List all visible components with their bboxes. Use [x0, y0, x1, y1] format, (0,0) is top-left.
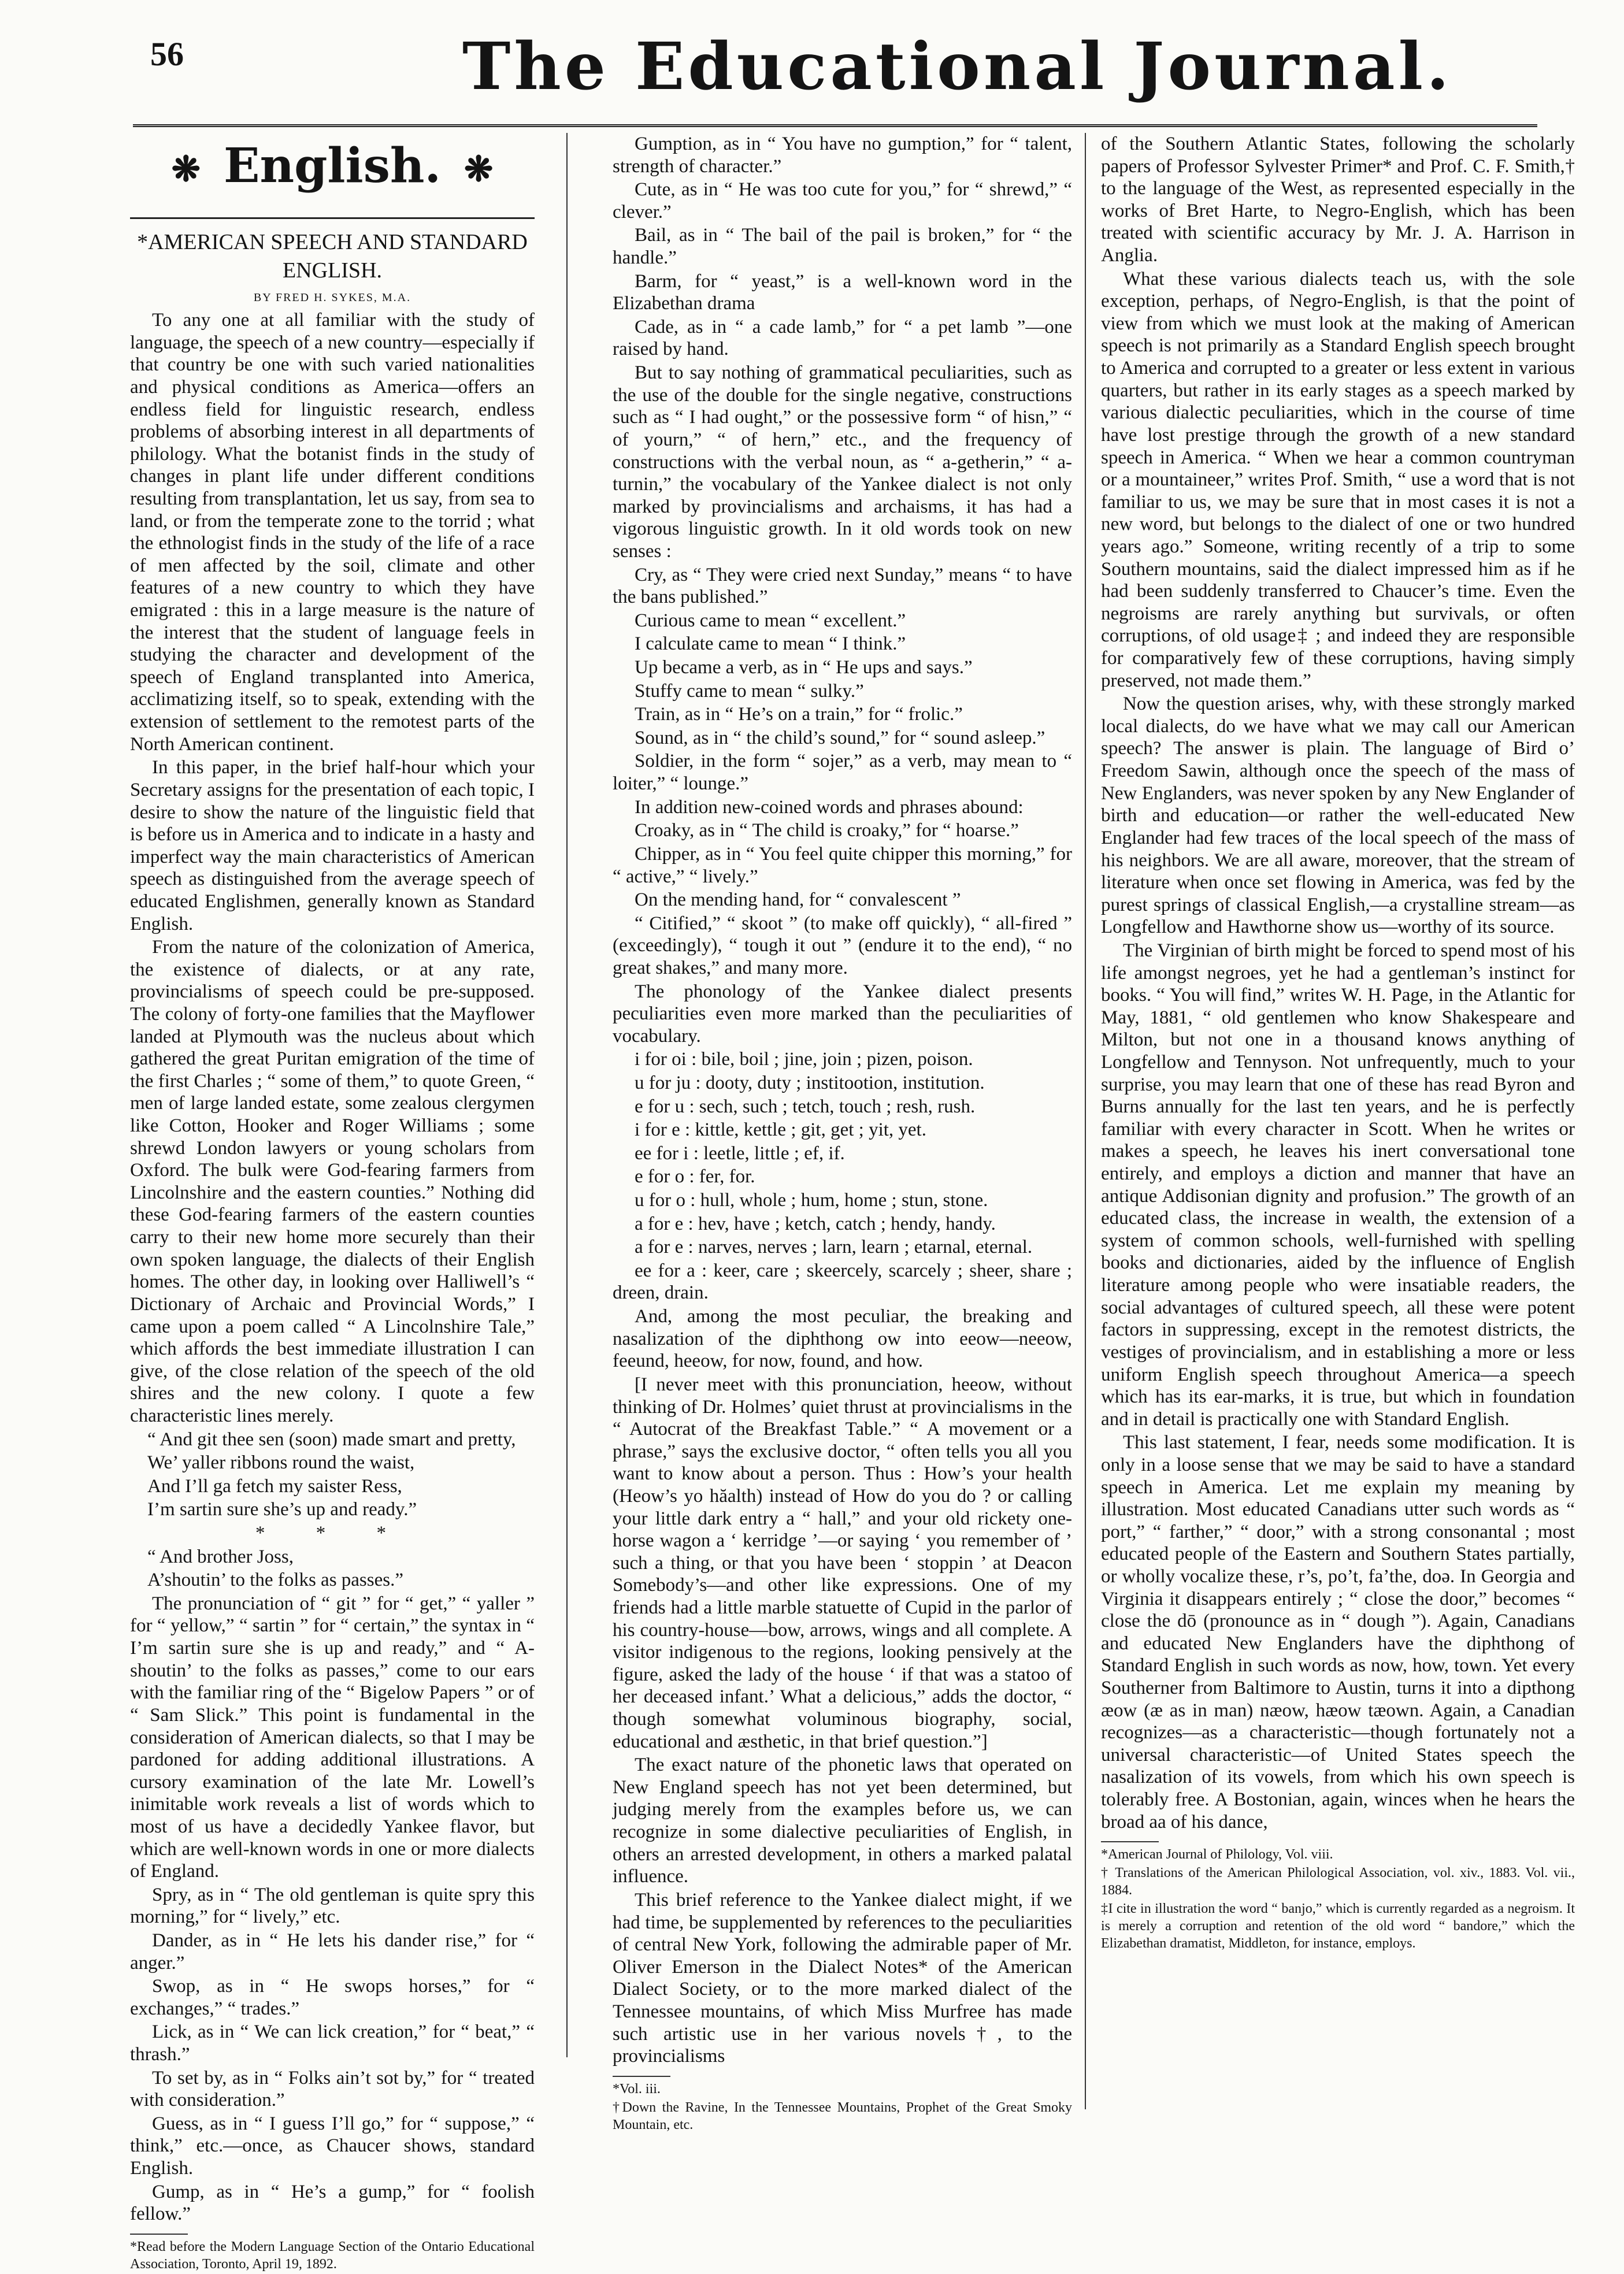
paragraph: This brief reference to the Yankee dialect might, if we had time, be supplemented by references to the peculiarities of central New York, following the admirable paper of Mr. Oliver Emerson in the Dialect Notes* of the American Dialect Society, or to the more marked dialect of the Tennessee mountains, of which Miss Murfree has made such artistic use in her various novels†, to the provincialisms	[613, 1889, 1072, 2067]
footnote: *Vol. iii.	[613, 2081, 661, 2097]
column-divider-2	[1085, 133, 1086, 2109]
paragraph: Stuffy came to mean “ sulky.”	[635, 680, 864, 702]
phonology-item: i for e : kittle, kettle ; git, get ; yit, yet.	[635, 1119, 926, 1141]
phonology-item: e for u : sech, such ; tetch, touch ; resh, rush.	[635, 1096, 976, 1117]
paragraph: Train, as in “ He’s on a train,” for “ frolic.”	[635, 704, 963, 725]
phonology-item: i for oi : bile, boil ; jine, join ; pizen, poison.	[635, 1049, 973, 1070]
ornament-star-icon: ❋	[171, 149, 201, 190]
footnote: *Read before the Modern Language Section of the Ontario Educational Association, Toronto, April 19, 1892.	[130, 2239, 535, 2272]
phonology-item: u for ju : dooty, duty ; institootion, institution.	[635, 1072, 985, 1093]
verse-line: We’ yaller ribbons round the waist,	[147, 1452, 415, 1474]
paragraph: The pronunciation of “ git ” for “ get,” “ yaller ” for “ yellow,” “ sartin ” for “ certain,” the syntax in “ I’m sartin sure she is up and ready,” and “ A-shoutin’ to the folks as passes,” come to our ears with the familiar ring of the “ Bigelow Papers ” or of “ Sam Slick.” This point is fundamental in the consideration of American dialects, so that I may be pardoned for adding additional illustrations. A cursory examination of the late Mr. Lowell’s inimitable work reveals a list of words which to most of us have a decidedly Yankee flavor, but which are well-known words in one or more dialects of England.	[130, 1593, 535, 1882]
footnote: † Translations of the American Philological Association, vol. xiv., 1883. Vol. vii., 1884.	[1101, 1865, 1575, 1898]
paragraph: Sound, as in “ the child’s sound,” for “ sound asleep.”	[635, 727, 1045, 748]
paragraph: “ Citified,” “ skoot ” (to make off quickly), “ all-fired ” (exceedingly), “ tough it out ” (endure it to the end), “ no great shakes,” and many more.	[613, 912, 1072, 978]
column-2	[613, 133, 1072, 2135]
column-3	[1101, 133, 1575, 1953]
paragraph: Curious came to mean “ excellent.”	[635, 610, 906, 631]
phonology-item: ee for i : leetle, little ; ef, if.	[635, 1142, 845, 1164]
column-1	[130, 133, 535, 2274]
paragraph: Gumption, as in “ You have no gumption,” for “ talent, strength of character.”	[613, 133, 1072, 177]
paragraph: Dander, as in “ He lets his dander rise,” for “ anger.”	[130, 1930, 535, 1973]
verse-break: * * *	[255, 1523, 409, 1544]
verse-line: A’shoutin’ to the folks as passes.”	[147, 1570, 404, 1591]
footnote: *American Journal of Philology, Vol. viii.	[1101, 1847, 1333, 1863]
section-title: English.	[223, 138, 442, 194]
phonology-item: ee for a : keer, care ; skeercely, scarcely ; sheer, share ; dreen, drain.	[613, 1260, 1072, 1304]
paragraph: On the mending hand, for “ convalescent ”	[635, 889, 961, 911]
paragraph: The exact nature of the phonetic laws that operated on New England speech has not yet been determined, but judging merely from the examples before us, we can recognize in some dialective peculiarities of English, in others an arrested development, in others a marked palatal influence.	[613, 1754, 1072, 1887]
paragraph: I calculate came to mean “ I think.”	[635, 633, 906, 655]
phonology-item: e for o : fer, for.	[635, 1166, 755, 1188]
paragraph: To set by, as in “ Folks ain’t sot by,” for “ treated with consideration.”	[130, 2067, 535, 2111]
paragraph: Up became a verb, as in “ He ups and says.”	[635, 657, 973, 678]
paragraph: The Virginian of birth might be forced to spend most of his life amongst negroes, yet he had a gentleman’s instinct for books. “ You will find,” writes W. H. Page, in the Atlantic for May, 1881, “ old gentlemen who know Shakespeare and Milton, but not one in a thousand knows anything of Longfellow and Tennyson. Not unfrequently, much to your surprise, you may learn that one of these has read Byron and Burns annually for the last ten years, and he is perfectly familiar with every character in Scott. When he writes or makes a speech, he leaves his inert conversational tone entirely, and employs a diction and manner that have an antique Addisonian dignity and profusion.” The growth of an educated class, the increase in wealth, the extension of a system of common schools, well-furnished with spelling books and dictionaries, aided by the influence of English literature among people who were insatiable readers, the social advantages of cultured speech, all these were potent factors in suppressing, except in the remotest districts, the vestiges of provincialism, and in establishing a more or less uniform English speech throughout America—a speech which has its ear-marks, it is true, but which in foundation and in detail is practically one with Standard English.	[1101, 940, 1575, 1430]
phonology-item: a for e : hev, have ; ketch, catch ; hendy, handy.	[635, 1213, 996, 1234]
paragraph: In addition new-coined words and phrases abound:	[635, 796, 1024, 818]
header-rule	[133, 124, 1537, 127]
article-title: *AMERICAN SPEECH AND STANDARD ENGLISH.	[130, 217, 535, 285]
verse-line: And I’ll ga fetch my saister Ress,	[147, 1475, 402, 1497]
page-header	[133, 23, 1537, 139]
paragraph: [I never meet with this pronunciation, heeow, without thinking of Dr. Holmes’ quiet thrust at provincialisms in the “ Autocrat of the Breakfast Table.” “ A movement or a phrase,” says the exclusive doctor, “ often tells you all you want to know about a person. Thus : How’s your health (Heow’s yo hăalth) instead of How do you do ? or calling your little dark entry a “ hall,” and your old rickety one-horse wagon a ‘ kerridge ’—or saying ‘ you remember of ’ such a thing, or that you have been ‘ stoppin ’ at Deacon Somebody’s—and other like expressions. One of my friends had a little marble statuette of Cupid in the parlor of his country-house—bow, arrows, wings and all complete. A visitor indigenous to the regions, looking pensively at the figure, asked the lady of the house ‘ if that was a statoo of her deceased infant.’ What a delicious,” adds the doctor, “ though somewhat voluminous biography, social, educational and æsthetic, in that brief question.”]	[613, 1374, 1072, 1752]
paragraph: In this paper, in the brief half-hour which your Secretary assigns for the presentation of each topic, I desire to show the nature of the linguistic field that is before us in America and to indicate in a hasty and imperfect way the main characteristics of American speech as distinguished from the average speech of educated Englishmen, generally known as Standard English.	[130, 757, 535, 934]
paragraph: What these various dialects teach us, with the sole exception, perhaps, of Negro-English, is that the point of view from which we must look at the making of American speech is not primarily as a Standard English speech brought to America and corrupted to a greater or less extent in various quarters, but rather in its early stages as a speech marked by various dialectic peculiarities, which in the course of time have lost prestige through the growth of a new standard speech in America. “ When we hear a common countryman or a mountaineer,” writes Prof. Smith, “ use a word that is not familiar to us, we may be sure that in most cases it is not a new word, but belongs to the dialect of one or two hundred years ago.” Someone, writing recently of a trip to some Southern mountains, said the dialect impressed him as if he had been suddenly transferred to Chaucer’s time. Even the negroisms are rarely anything but survivals, or often corruptions, of old usage‡ ; and indeed they are responsible for comparatively few of these corruptions, having simply preserved, not made them.”	[1101, 268, 1575, 691]
paragraph: The phonology of the Yankee dialect presents peculiarities even more marked than the peculiarities of vocabulary.	[613, 981, 1072, 1047]
paragraph: of the Southern Atlantic States, following the scholarly papers of Professor Sylvester Primer* and Prof. C. F. Smith,† to the language of the West, as represented especially in the works of Bret Harte, to Negro-English, which has been treated with scientific accuracy by Mr. J. A. Harrison in Anglia.	[1101, 133, 1575, 266]
footnote-rule	[130, 2234, 188, 2235]
paragraph: Spry, as in “ The old gentleman is quite spry this morning,” for “ lively,” etc.	[130, 1884, 535, 1928]
paragraph: Soldier, in the form “ sojer,” as a verb, may mean to “ loiter,” “ lounge.”	[613, 751, 1072, 795]
paragraph: Barm, for “ yeast,” is a well-known word in the Elizabethan drama	[613, 270, 1072, 314]
paragraph: Guess, as in “ I guess I’ll go,” for “ suppose,” “ think,” etc.—once, as Chaucer shows, standard English.	[130, 2113, 535, 2179]
paragraph: Chipper, as in “ You feel quite chipper this morning,” for “ active,” “ lively.”	[613, 843, 1072, 887]
paragraph: Cute, as in “ He was too cute for you,” for “ shrewd,” “ clever.”	[613, 179, 1072, 222]
paragraph: To any one at all familiar with the study of language, the speech of a new country—especially if that country be one with such varied nationalities and physical conditions as America—offers an endless field for linguistic research, endless problems of absorbing interest in all departments of philology. What the botanist finds in the study of changes in plant life under different conditions resulting from transplantation, let us say, from sea to land, or from the temperate zone to the torrid ; what the ethnologist finds in the study of the life of a race of men affected by the soil, climate and other features of a new country to which they have emigrated : this in a large measure is the nature of the interest that the student of language feels in studying the character and development of the speech of England transplanted into America, acclimatizing itself, so to speak, extending with the extension of settlement to the remotest parts of the North American continent.	[130, 310, 535, 755]
footnote: ‡I cite in illustration the word “ banjo,” which is currently regarded as a negroism. It is merely a corruption and retention of the old word “ bandore,” which the Elizabethan dramatist, Middleton, for instance, employs.	[1101, 1901, 1575, 1952]
paragraph: And, among the most peculiar, the breaking and nasalization of the diphthong ow into eeow—neeow, feeund, heeow, for now, found, and how.	[613, 1306, 1072, 1372]
ornament-star-icon: ❋	[464, 149, 494, 190]
verse-line: “ And git thee sen (soon) made smart and pretty,	[147, 1429, 516, 1450]
paragraph: Bail, as in “ The bail of the pail is broken,” for “ the handle.”	[613, 225, 1072, 269]
paragraph: Lick, as in “ We can lick creation,” for “ beat,” “ thrash.”	[130, 2021, 535, 2065]
paragraph: Swop, as in “ He swops horses,” for “ exchanges,” “ trades.”	[130, 1976, 535, 2019]
verse-line: I’m sartin sure she’s up and ready.”	[147, 1499, 417, 1520]
paragraph: Cade, as in “ a cade lamb,” for “ a pet lamb ”—one raised by hand.	[613, 316, 1072, 360]
journal-title: The Educational Journal.	[462, 29, 1453, 105]
paragraph: Croaky, as in “ The child is croaky,” for “ hoarse.”	[635, 820, 1019, 841]
section-heading	[130, 139, 535, 194]
footnote-rule	[1101, 1841, 1159, 1842]
paragraph: From the nature of the colonization of America, the existence of dialects, or at any rate, provincialisms of speech could be pre-supposed. The colony of forty-one families that the Mayflower landed at Plymouth was the nucleus about which gathered the great Puritan emigration of the time of the first Charles ; “ some of them,” to quote Green, “ men of large landed estate, some zealous clergymen like Cotton, Hooker and Roger Williams ; some shrewd London lawyers or young scholars from Oxford. The bulk were God-fearing farmers from Lincolnshire and the eastern counties.” Nothing did these God-fearing farmers of the eastern counties carry to their new home more securely than their own spoken language, the dialects of their English homes. The other day, in looking over Halliwell’s “ Dictionary of Archaic and Provincial Words,” I came upon a poem called “ A Lincolnshire Tale,” which affords the best immediate illustration I can give, of the close relation of the speech of the old shires and the new colony. I quote a few characteristic lines merely.	[130, 937, 535, 1426]
column-divider-1	[566, 133, 568, 2057]
article-byline: BY FRED H. SYKES, M.A.	[253, 291, 411, 304]
phonology-item: u for o : hull, whole ; hum, home ; stun, stone.	[635, 1190, 988, 1211]
page-number: 56	[150, 35, 184, 73]
paragraph: But to say nothing of grammatical peculiarities, such as the use of the double for the single negative, constructions such as “ I had ought,” or the possessive form “ of hisn,” “ of yourn,” “ of hern,” etc., and the frequency of constructions with the verbal noun, as “ a-getherin,” “ a-turnin,” the vocabulary of the Yankee dialect is not only marked by provincialisms and archaisms, it has had a vigorous linguistic growth. In it old words took on new senses :	[613, 362, 1072, 562]
paragraph: Cry, as “ They were cried next Sunday,” means “ to have the bans published.”	[613, 564, 1072, 608]
paragraph: Gump, as in “ He’s a gump,” for “ foolish fellow.”	[130, 2181, 535, 2225]
paragraph: Now the question arises, why, with these strongly marked local dialects, do we have what we may call our American speech? The answer is plain. The language of Bird o’ Freedom Sawin, although once the speech of the mass of New Englanders, was never spoken by any New Englander of birth and education—or rather the well-educated New Englander had few traces of the local speech of the mass of his neighbors. We are all aware, moreover, that the stream of literature when once set flowing in America, was fed by the purest springs of classical English,—a crystalline stream—as Longfellow and Hawthorne show us—worthy of its source.	[1101, 693, 1575, 938]
verse-line: “ And brother Joss,	[147, 1546, 294, 1567]
footnote: †Down the Ravine, In the Tennessee Mountains, Prophet of the Great Smoky Mountain, etc.	[613, 2099, 1072, 2132]
paragraph: This last statement, I fear, needs some modification. It is only in a loose sense that we may be said to have a standard speech in America. Let me explain my meaning by illustration. Most educated Canadians utter such words as “ port,” “ farther,” “ door,” with a strong consonantal ; most educated people of the Eastern and Southern States partially, or wholly vocalize these, r’s, po’t, fa’the, doǝ. In Georgia and Virginia it disappears entirely ; “ close the door,” becomes “ close the dō (pronounce as in “ dough ”). Again, Canadians and educated New Englanders have the diphthong of Standard English in such words as now, how, town. Yet every Southerner from Baltimore to Austin, turns it into a dipthong æow (æ as in man) næow, hæow tæown. Again, a Canadian recognizes—as a characteristic—though fortunately not a universal characteristic—of United States speech the nasalization of its vowels, from which his own speech is tolerably free. A Bostonian, again, winces when he hears the broad aa of his dance,	[1101, 1432, 1575, 1832]
footnote-rule	[613, 2076, 670, 2077]
phonology-item: a for e : narves, nerves ; larn, learn ; etarnal, eternal.	[635, 1237, 1033, 1258]
